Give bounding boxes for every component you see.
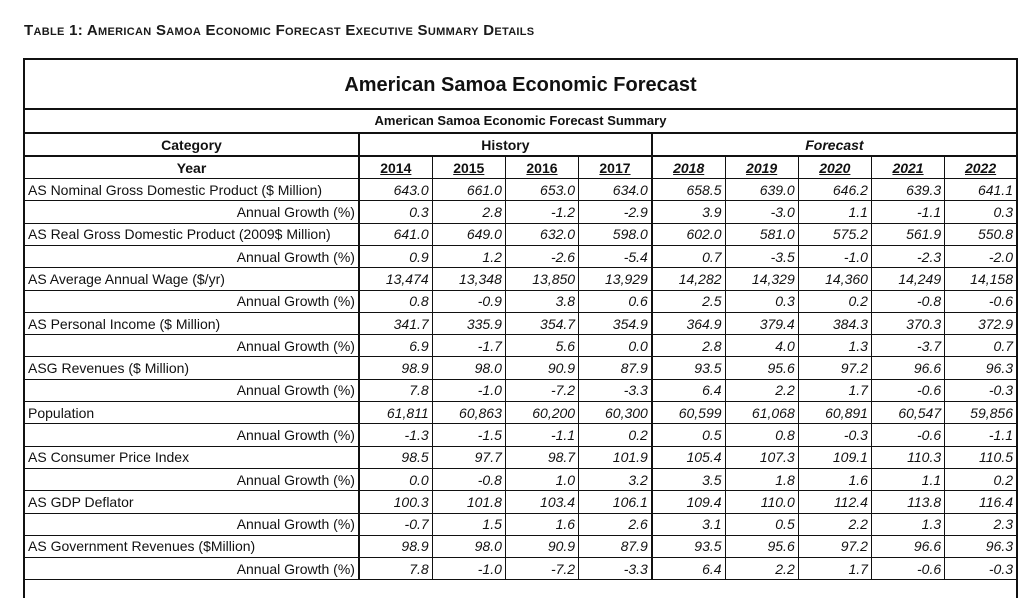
growth-label: Annual Growth (%) xyxy=(25,424,359,446)
value-cell: -3.7 xyxy=(871,335,944,357)
value-cell: 98.5 xyxy=(359,446,432,468)
forecast-header: Forecast xyxy=(652,134,1016,156)
value-cell: 0.8 xyxy=(725,424,798,446)
value-cell: -7.2 xyxy=(505,379,578,401)
value-cell: 0.5 xyxy=(725,513,798,535)
value-cell: 641.1 xyxy=(945,179,1016,201)
year-2017: 2017 xyxy=(579,156,652,178)
value-cell: 0.3 xyxy=(359,201,432,223)
value-cell: 97.2 xyxy=(798,357,871,379)
value-cell: 3.2 xyxy=(579,468,652,490)
history-header: History xyxy=(359,134,652,156)
value-cell: 96.6 xyxy=(871,535,944,557)
value-cell: 0.6 xyxy=(579,290,652,312)
value-cell: -2.0 xyxy=(945,245,1016,267)
value-cell: 0.2 xyxy=(798,290,871,312)
value-cell: -3.3 xyxy=(579,379,652,401)
value-cell: 335.9 xyxy=(432,312,505,334)
table-subtitle: American Samoa Economic Forecast Summary xyxy=(25,110,1016,134)
value-cell: 14,360 xyxy=(798,268,871,290)
value-cell: 98.7 xyxy=(505,446,578,468)
table-row xyxy=(25,223,1016,245)
value-cell: 96.3 xyxy=(945,357,1016,379)
value-cell: -0.6 xyxy=(945,290,1016,312)
value-cell: 632.0 xyxy=(505,223,578,245)
value-cell: 581.0 xyxy=(725,223,798,245)
indicator-label: ASG Revenues ($ Million) xyxy=(25,357,359,379)
value-cell: 61,811 xyxy=(359,402,432,424)
indicator-label: AS Government Revenues ($Million) xyxy=(25,535,359,557)
value-cell: -2.6 xyxy=(505,245,578,267)
value-cell: 1.3 xyxy=(871,513,944,535)
value-cell: 7.8 xyxy=(359,558,432,580)
value-cell: 112.4 xyxy=(798,491,871,513)
value-cell: -1.5 xyxy=(432,424,505,446)
value-cell: 13,474 xyxy=(359,268,432,290)
value-cell: -0.3 xyxy=(945,558,1016,580)
value-cell: -1.7 xyxy=(432,335,505,357)
value-cell: 0.0 xyxy=(359,468,432,490)
value-cell: -5.4 xyxy=(579,245,652,267)
value-cell: 60,891 xyxy=(798,402,871,424)
value-cell: 116.4 xyxy=(945,491,1016,513)
year-2021: 2021 xyxy=(871,156,944,178)
value-cell: 109.1 xyxy=(798,446,871,468)
value-cell: -7.2 xyxy=(505,558,578,580)
value-cell: 100.3 xyxy=(359,491,432,513)
year-2019: 2019 xyxy=(725,156,798,178)
value-cell: 598.0 xyxy=(579,223,652,245)
value-cell: 98.0 xyxy=(432,357,505,379)
value-cell: -1.2 xyxy=(505,201,578,223)
value-cell: 653.0 xyxy=(505,179,578,201)
value-cell: 97.2 xyxy=(798,535,871,557)
value-cell: 0.2 xyxy=(945,468,1016,490)
value-cell: 87.9 xyxy=(579,535,652,557)
value-cell: 96.6 xyxy=(871,357,944,379)
value-cell: 110.3 xyxy=(871,446,944,468)
value-cell: 110.5 xyxy=(945,446,1016,468)
value-cell: 97.7 xyxy=(432,446,505,468)
value-cell: -1.1 xyxy=(505,424,578,446)
table-row xyxy=(25,268,1016,290)
year-2014: 2014 xyxy=(359,156,432,178)
value-cell: -3.3 xyxy=(579,558,652,580)
value-cell: 646.2 xyxy=(798,179,871,201)
table-row xyxy=(25,290,1016,312)
value-cell: -0.3 xyxy=(798,424,871,446)
value-cell: 0.5 xyxy=(652,424,725,446)
table-row xyxy=(25,513,1016,535)
value-cell: 2.3 xyxy=(945,513,1016,535)
year-2016: 2016 xyxy=(505,156,578,178)
value-cell: 87.9 xyxy=(579,357,652,379)
value-cell: 6.4 xyxy=(652,558,725,580)
value-cell: 2.2 xyxy=(725,379,798,401)
value-cell: -0.9 xyxy=(432,290,505,312)
table-row xyxy=(25,357,1016,379)
year-2022: 2022 xyxy=(945,156,1016,178)
growth-label: Annual Growth (%) xyxy=(25,513,359,535)
indicator-label: AS GDP Deflator xyxy=(25,491,359,513)
value-cell: 0.3 xyxy=(725,290,798,312)
value-cell: 354.7 xyxy=(505,312,578,334)
value-cell: 14,329 xyxy=(725,268,798,290)
value-cell: 101.8 xyxy=(432,491,505,513)
value-cell: 2.6 xyxy=(579,513,652,535)
value-cell: 59,856 xyxy=(945,402,1016,424)
table-row xyxy=(25,335,1016,357)
value-cell: 14,158 xyxy=(945,268,1016,290)
value-cell: -0.6 xyxy=(871,379,944,401)
value-cell: 0.0 xyxy=(579,335,652,357)
table-row xyxy=(25,446,1016,468)
value-cell: 370.3 xyxy=(871,312,944,334)
value-cell: 364.9 xyxy=(652,312,725,334)
value-cell: -1.1 xyxy=(945,424,1016,446)
value-cell: 3.9 xyxy=(652,201,725,223)
value-cell: -1.0 xyxy=(432,558,505,580)
value-cell: 634.0 xyxy=(579,179,652,201)
value-cell: 90.9 xyxy=(505,535,578,557)
value-cell: 3.1 xyxy=(652,513,725,535)
value-cell: 372.9 xyxy=(945,312,1016,334)
indicator-label: Population xyxy=(25,402,359,424)
value-cell: 2.5 xyxy=(652,290,725,312)
table-row xyxy=(25,379,1016,401)
value-cell: 14,282 xyxy=(652,268,725,290)
indicator-label: AS Personal Income ($ Million) xyxy=(25,312,359,334)
value-cell: 90.9 xyxy=(505,357,578,379)
value-cell: 1.7 xyxy=(798,379,871,401)
value-cell: -2.3 xyxy=(871,245,944,267)
value-cell: 6.4 xyxy=(652,379,725,401)
table-row xyxy=(25,179,1016,201)
value-cell: 0.8 xyxy=(359,290,432,312)
year-2015: 2015 xyxy=(432,156,505,178)
value-cell: 98.9 xyxy=(359,535,432,557)
value-cell: 60,200 xyxy=(505,402,578,424)
value-cell: 0.3 xyxy=(945,201,1016,223)
value-cell: 60,863 xyxy=(432,402,505,424)
value-cell: 2.8 xyxy=(432,201,505,223)
table-title: American Samoa Economic Forecast xyxy=(25,60,1016,110)
value-cell: 13,348 xyxy=(432,268,505,290)
forecast-table xyxy=(25,134,1016,580)
value-cell: 1.6 xyxy=(505,513,578,535)
value-cell: 13,850 xyxy=(505,268,578,290)
value-cell: 1.2 xyxy=(432,245,505,267)
value-cell: 96.3 xyxy=(945,535,1016,557)
value-cell: 639.3 xyxy=(871,179,944,201)
value-cell: 106.1 xyxy=(579,491,652,513)
value-cell: -1.1 xyxy=(871,201,944,223)
value-cell: 101.9 xyxy=(579,446,652,468)
value-cell: 1.5 xyxy=(432,513,505,535)
value-cell: 13,929 xyxy=(579,268,652,290)
value-cell: -1.3 xyxy=(359,424,432,446)
value-cell: 105.4 xyxy=(652,446,725,468)
value-cell: -2.9 xyxy=(579,201,652,223)
value-cell: 649.0 xyxy=(432,223,505,245)
value-cell: -0.3 xyxy=(945,379,1016,401)
value-cell: 0.9 xyxy=(359,245,432,267)
value-cell: 602.0 xyxy=(652,223,725,245)
year-2020: 2020 xyxy=(798,156,871,178)
value-cell: 341.7 xyxy=(359,312,432,334)
growth-label: Annual Growth (%) xyxy=(25,335,359,357)
value-cell: 661.0 xyxy=(432,179,505,201)
value-cell: 0.7 xyxy=(945,335,1016,357)
value-cell: 2.2 xyxy=(798,513,871,535)
value-cell: -0.7 xyxy=(359,513,432,535)
indicator-label: AS Real Gross Domestic Product (2009$ Million) xyxy=(25,223,359,245)
value-cell: 643.0 xyxy=(359,179,432,201)
value-cell: 354.9 xyxy=(579,312,652,334)
growth-label: Annual Growth (%) xyxy=(25,245,359,267)
value-cell: 4.0 xyxy=(725,335,798,357)
value-cell: 0.7 xyxy=(652,245,725,267)
growth-label: Annual Growth (%) xyxy=(25,201,359,223)
header-row-groups xyxy=(25,134,1016,156)
year-header: Year xyxy=(25,156,359,178)
value-cell: -1.0 xyxy=(432,379,505,401)
forecast-table-frame xyxy=(23,58,1018,598)
value-cell: 561.9 xyxy=(871,223,944,245)
value-cell: 1.7 xyxy=(798,558,871,580)
growth-label: Annual Growth (%) xyxy=(25,558,359,580)
table-body xyxy=(25,179,1016,580)
growth-label: Annual Growth (%) xyxy=(25,468,359,490)
table-row xyxy=(25,312,1016,334)
table-row xyxy=(25,468,1016,490)
value-cell: 14,249 xyxy=(871,268,944,290)
value-cell: 107.3 xyxy=(725,446,798,468)
indicator-label: AS Nominal Gross Domestic Product ($ Million) xyxy=(25,179,359,201)
value-cell: 110.0 xyxy=(725,491,798,513)
value-cell: 93.5 xyxy=(652,357,725,379)
value-cell: 550.8 xyxy=(945,223,1016,245)
value-cell: 109.4 xyxy=(652,491,725,513)
value-cell: 384.3 xyxy=(798,312,871,334)
growth-label: Annual Growth (%) xyxy=(25,290,359,312)
value-cell: -1.0 xyxy=(798,245,871,267)
value-cell: 98.9 xyxy=(359,357,432,379)
year-2018: 2018 xyxy=(652,156,725,178)
category-header: Category xyxy=(25,134,359,156)
header-row-years xyxy=(25,156,1016,178)
value-cell: 103.4 xyxy=(505,491,578,513)
value-cell: 658.5 xyxy=(652,179,725,201)
value-cell: -3.0 xyxy=(725,201,798,223)
value-cell: -0.6 xyxy=(871,424,944,446)
value-cell: 98.0 xyxy=(432,535,505,557)
value-cell: 1.1 xyxy=(798,201,871,223)
indicator-label: AS Average Annual Wage ($/yr) xyxy=(25,268,359,290)
value-cell: 95.6 xyxy=(725,357,798,379)
value-cell: 60,547 xyxy=(871,402,944,424)
table-row xyxy=(25,201,1016,223)
value-cell: -0.8 xyxy=(871,290,944,312)
table-row xyxy=(25,245,1016,267)
value-cell: -0.6 xyxy=(871,558,944,580)
value-cell: 641.0 xyxy=(359,223,432,245)
value-cell: 1.0 xyxy=(505,468,578,490)
value-cell: 1.1 xyxy=(871,468,944,490)
table-row xyxy=(25,491,1016,513)
table-row xyxy=(25,535,1016,557)
value-cell: 6.9 xyxy=(359,335,432,357)
value-cell: 7.8 xyxy=(359,379,432,401)
value-cell: 2.2 xyxy=(725,558,798,580)
value-cell: 113.8 xyxy=(871,491,944,513)
growth-label: Annual Growth (%) xyxy=(25,379,359,401)
value-cell: 60,599 xyxy=(652,402,725,424)
value-cell: 1.8 xyxy=(725,468,798,490)
table-row xyxy=(25,402,1016,424)
value-cell: 575.2 xyxy=(798,223,871,245)
table-caption: Table 1: American Samoa Economic Forecast Executive Summary Details xyxy=(24,22,535,39)
value-cell: -0.8 xyxy=(432,468,505,490)
value-cell: 3.8 xyxy=(505,290,578,312)
value-cell: 2.8 xyxy=(652,335,725,357)
value-cell: 0.2 xyxy=(579,424,652,446)
value-cell: 61,068 xyxy=(725,402,798,424)
value-cell: 95.6 xyxy=(725,535,798,557)
value-cell: 60,300 xyxy=(579,402,652,424)
value-cell: 3.5 xyxy=(652,468,725,490)
table-row xyxy=(25,424,1016,446)
value-cell: 5.6 xyxy=(505,335,578,357)
value-cell: 1.6 xyxy=(798,468,871,490)
value-cell: -3.5 xyxy=(725,245,798,267)
value-cell: 1.3 xyxy=(798,335,871,357)
value-cell: 379.4 xyxy=(725,312,798,334)
value-cell: 93.5 xyxy=(652,535,725,557)
indicator-label: AS Consumer Price Index xyxy=(25,446,359,468)
value-cell: 639.0 xyxy=(725,179,798,201)
